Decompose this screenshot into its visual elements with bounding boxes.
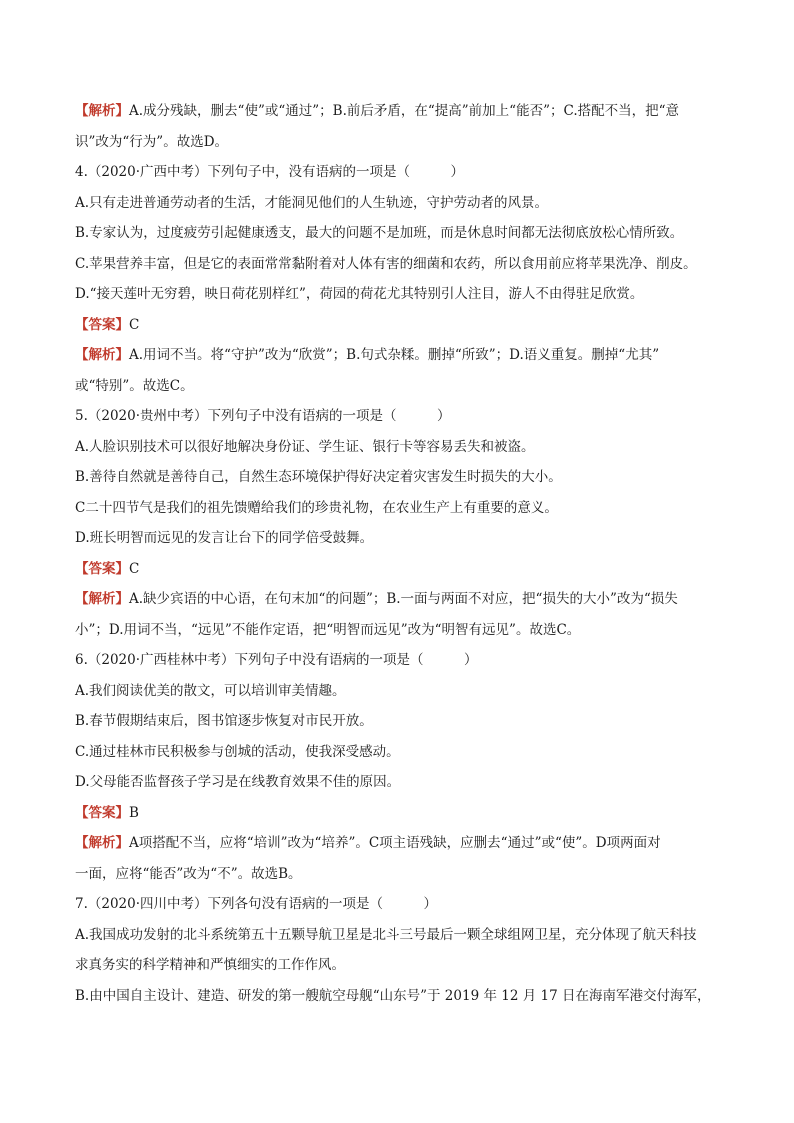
option-block [75,523,725,554]
option-line [75,188,725,219]
option-text: B.专家认为，过度疲劳引起健康透支，最大的问题不是加班，而是休息时间都无法彻底放松心情所致。 [75,225,684,241]
analysis-text: 一面，应将“能否”改为“不”。故选B。 [75,865,302,882]
analysis-line [75,584,725,615]
option-line [75,432,725,463]
question-text: 6.（2020·广西桂林中考）下列句子中没有语病的一项是（ ） [75,652,478,668]
question-block [75,889,725,920]
answer-label: 【答案】 [75,316,129,333]
question-text: 4.（2020·广西中考）下列句子中，没有语病的一项是（ ） [75,164,465,180]
option-text: B.善待自然就是善待自己，自然生态环境保护得好决定着灾害发生时损失的大小。 [75,469,562,485]
option-block [75,981,725,1012]
option-text: D.父母能否监督孩子学习是在线教育效果不佳的原因。 [75,774,401,790]
option-line [75,706,725,737]
option-text: D.班长明智而远见的发言让台下的同学倍受鼓舞。 [75,530,374,546]
analysis-text: A.缺少宾语的中心语，在句末加“的问题”；B.一面与两面不对应，把“损失的大小”改为“损失 [129,591,678,607]
answer-block [75,554,725,585]
analysis-text: A项搭配不当，应将“培训”改为“培养”。C项主语残缺，应删去“通过”或“使”。D项两面对 [129,835,661,851]
analysis-label: 【解析】 [75,835,129,851]
question-block [75,645,725,676]
option-line [75,920,725,951]
analysis-text: 或“特别”。故选C。 [75,377,194,394]
option-text: D.“接天莲叶无穷碧，映日荷花别样红”，荷园的荷花尤其特别引人注目，游人不由得驻足欣赏。 [75,286,644,302]
option-text: A.人脸识别技术可以很好地解决身份证、学生证、银行卡等容易丢失和被盗。 [75,438,535,455]
analysis-label: 【解析】 [75,347,129,363]
question-text: 5.（2020·贵州中考）下列句子中没有语病的一项是（ ） [75,408,451,424]
answer-line [75,798,725,829]
option-block [75,279,725,310]
option-text: B.由中国自主设计、建造、研发的第一艘航空母舰“山东号”于 2019 年 12 月 17 日在海南军港交付海军， [75,987,711,1004]
option-block [75,767,725,798]
option-block [75,676,725,707]
option-line [75,737,725,768]
analysis-line [75,96,725,127]
option-line [75,981,725,1012]
document-page [75,96,725,1011]
answer-line [75,554,725,585]
analysis-block [75,96,725,157]
option-line [75,676,725,707]
analysis-block [75,340,725,401]
analysis-text: 识”改为“行为”。故选D。 [75,133,229,150]
option-text: C.通过桂林市民积极参与创城的活动，使我深受感动。 [75,743,400,760]
option-block [75,706,725,737]
question-block [75,157,725,188]
option-line [75,462,725,493]
analysis-line [75,615,725,646]
answer-block [75,798,725,829]
option-block [75,432,725,463]
analysis-line [75,828,725,859]
option-text: C二十四节气是我们的祖先馈赠给我们的珍贵礼物，在农业生产上有重要的意义。 [75,499,558,516]
question-line [75,889,725,920]
analysis-line [75,371,725,402]
question-line [75,157,725,188]
answer-label: 【答案】 [75,804,129,821]
analysis-text: 小”；D.用词不当，“远见”不能作定语，把“明智而远见”改为“明智有远见”。故选C。 [75,621,581,638]
option-text: C.苹果营养丰富，但是它的表面常常黏附着对人体有害的细菌和农药，所以食用前应将苹果洗净、削皮。 [75,255,697,272]
option-text: 求真务实的科学精神和严慎细实的工作作风。 [75,957,345,973]
option-block [75,920,725,981]
analysis-text: A.用词不当。将“守护”改为“欣赏”；B.句式杂糅。删掉“所致”；D.语义重复。删掉“尤其” [129,347,660,363]
analysis-block [75,584,725,645]
answer-block [75,310,725,341]
analysis-text: A.成分残缺，删去“使”或“通过”；B.前后矛盾，在“提高”前加上“能否”；C.搭配不当，把“意 [129,103,680,119]
option-line [75,249,725,280]
option-line [75,218,725,249]
option-block [75,737,725,768]
option-line [75,767,725,798]
option-line [75,523,725,554]
option-line [75,279,725,310]
option-block [75,493,725,524]
answer-text: B [129,804,139,821]
analysis-label: 【解析】 [75,591,129,607]
answer-text: C [129,560,140,577]
question-block [75,401,725,432]
option-text: A.我们阅读优美的散文，可以培训审美情趣。 [75,682,346,699]
option-text: A.我国成功发射的北斗系统第五十五颗导航卫星是北斗三号最后一颗全球组网卫星，充分体现了航天科技 [75,926,697,943]
analysis-block [75,828,725,889]
question-line [75,645,725,676]
option-block [75,188,725,219]
option-block [75,462,725,493]
analysis-line [75,340,725,371]
analysis-line [75,859,725,890]
question-line [75,401,725,432]
answer-line [75,310,725,341]
option-block [75,249,725,280]
option-line [75,950,725,981]
question-text: 7.（2020·四川中考）下列各句没有语病的一项是（ ） [75,896,438,912]
option-text: B.春节假期结束后，图书馆逐步恢复对市民开放。 [75,713,373,729]
option-line [75,493,725,524]
option-text: A.只有走进普通劳动者的生活，才能洞见他们的人生轨迹，守护劳动者的风景。 [75,194,549,211]
answer-label: 【答案】 [75,560,129,577]
analysis-line [75,127,725,158]
answer-text: C [129,316,140,333]
option-block [75,218,725,249]
analysis-label: 【解析】 [75,103,129,119]
